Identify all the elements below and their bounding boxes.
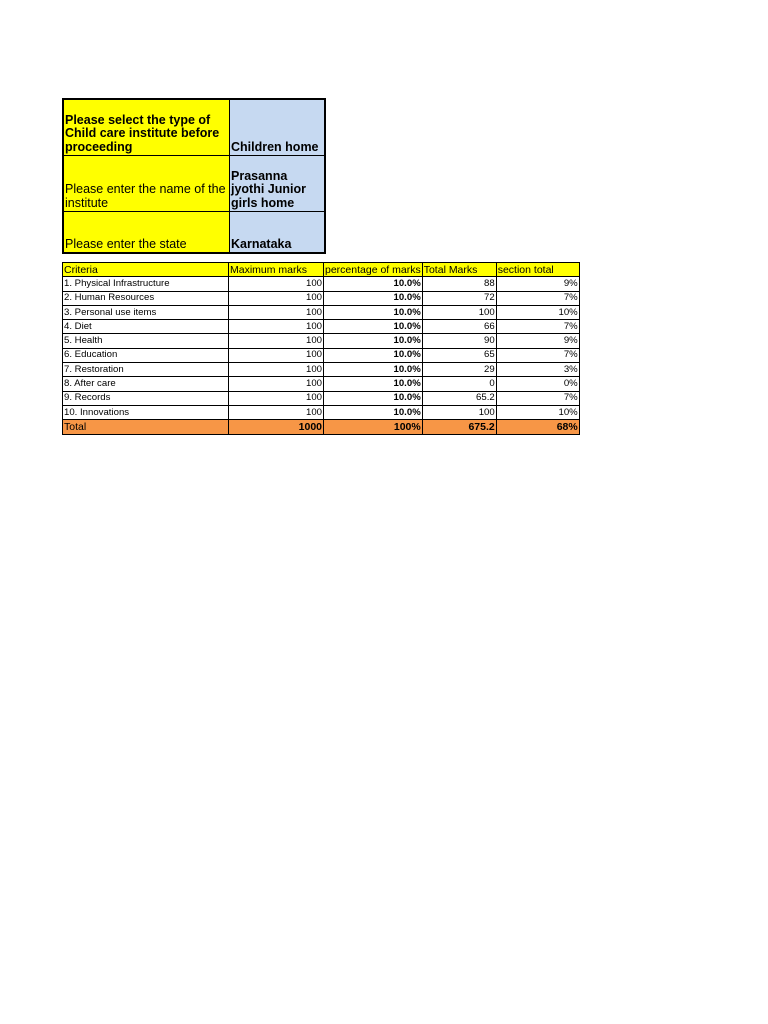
marks-table bbox=[62, 262, 580, 435]
info-row-name bbox=[63, 156, 325, 212]
table-row bbox=[63, 391, 580, 405]
max-marks-cell[interactable]: 100 bbox=[229, 334, 324, 348]
state-answer-cell[interactable]: Karnataka bbox=[230, 212, 326, 254]
total-marks-cell[interactable]: 72 bbox=[422, 291, 496, 305]
name-answer-cell[interactable]: Prasanna jyothi Junior girls home bbox=[230, 156, 326, 212]
total-marks-cell[interactable]: 65 bbox=[422, 348, 496, 362]
table-row bbox=[63, 377, 580, 391]
section-total-cell[interactable]: 9% bbox=[496, 277, 579, 291]
criteria-cell[interactable]: 3. Personal use items bbox=[63, 305, 229, 319]
total-section-total[interactable]: 68% bbox=[496, 420, 579, 434]
max-marks-cell[interactable]: 100 bbox=[229, 377, 324, 391]
max-marks-cell[interactable]: 100 bbox=[229, 391, 324, 405]
info-row-state bbox=[63, 212, 325, 254]
total-row bbox=[63, 420, 580, 434]
table-row bbox=[63, 363, 580, 377]
percentage-cell[interactable]: 10.0% bbox=[324, 363, 423, 377]
section-total-cell[interactable]: 0% bbox=[496, 377, 579, 391]
table-row bbox=[63, 291, 580, 305]
institute-info-table bbox=[62, 98, 326, 254]
percentage-cell[interactable]: 10.0% bbox=[324, 405, 423, 419]
max-marks-cell[interactable]: 100 bbox=[229, 291, 324, 305]
section-total-cell[interactable]: 7% bbox=[496, 348, 579, 362]
criteria-cell[interactable]: 9. Records bbox=[63, 391, 229, 405]
total-marks-cell[interactable]: 90 bbox=[422, 334, 496, 348]
criteria-cell[interactable]: 10. Innovations bbox=[63, 405, 229, 419]
percentage-cell[interactable]: 10.0% bbox=[324, 348, 423, 362]
criteria-cell[interactable]: 6. Education bbox=[63, 348, 229, 362]
state-question-label: Please enter the state bbox=[63, 212, 230, 254]
table-row bbox=[63, 305, 580, 319]
criteria-cell[interactable]: 5. Health bbox=[63, 334, 229, 348]
percentage-cell[interactable]: 10.0% bbox=[324, 291, 423, 305]
marks-header-row bbox=[63, 263, 580, 277]
total-marks-cell[interactable]: 100 bbox=[422, 305, 496, 319]
max-marks-cell[interactable]: 100 bbox=[229, 305, 324, 319]
total-marks-cell[interactable]: 65.2 bbox=[422, 391, 496, 405]
table-row bbox=[63, 334, 580, 348]
info-row-type bbox=[63, 99, 325, 156]
total-label[interactable]: Total bbox=[63, 420, 229, 434]
max-marks-cell[interactable]: 100 bbox=[229, 320, 324, 334]
criteria-cell[interactable]: 8. After care bbox=[63, 377, 229, 391]
criteria-cell[interactable]: 1. Physical Infrastructure bbox=[63, 277, 229, 291]
criteria-cell[interactable]: 4. Diet bbox=[63, 320, 229, 334]
max-marks-cell[interactable]: 100 bbox=[229, 363, 324, 377]
percentage-cell[interactable]: 10.0% bbox=[324, 391, 423, 405]
total-marks-sum[interactable]: 675.2 bbox=[422, 420, 496, 434]
total-marks-cell[interactable]: 66 bbox=[422, 320, 496, 334]
max-marks-cell[interactable]: 100 bbox=[229, 277, 324, 291]
section-total-cell[interactable]: 9% bbox=[496, 334, 579, 348]
section-total-cell[interactable]: 10% bbox=[496, 305, 579, 319]
percentage-cell[interactable]: 10.0% bbox=[324, 305, 423, 319]
total-marks-cell[interactable]: 88 bbox=[422, 277, 496, 291]
total-marks-cell[interactable]: 100 bbox=[422, 405, 496, 419]
table-row bbox=[63, 348, 580, 362]
table-row bbox=[63, 405, 580, 419]
header-maximum-marks: Maximum marks bbox=[229, 263, 324, 277]
percentage-cell[interactable]: 10.0% bbox=[324, 334, 423, 348]
criteria-cell[interactable]: 7. Restoration bbox=[63, 363, 229, 377]
percentage-cell[interactable]: 10.0% bbox=[324, 377, 423, 391]
total-marks-cell[interactable]: 29 bbox=[422, 363, 496, 377]
type-answer-cell[interactable]: Children home bbox=[230, 99, 326, 156]
type-question-label: Please select the type of Child care institute before proceeding bbox=[63, 99, 230, 156]
percentage-cell[interactable]: 10.0% bbox=[324, 277, 423, 291]
section-total-cell[interactable]: 7% bbox=[496, 320, 579, 334]
section-total-cell[interactable]: 7% bbox=[496, 291, 579, 305]
percentage-cell[interactable]: 10.0% bbox=[324, 320, 423, 334]
name-question-label: Please enter the name of the institute bbox=[63, 156, 230, 212]
total-max-marks[interactable]: 1000 bbox=[229, 420, 324, 434]
header-criteria: Criteria bbox=[63, 263, 229, 277]
total-marks-cell[interactable]: 0 bbox=[422, 377, 496, 391]
table-row bbox=[63, 277, 580, 291]
max-marks-cell[interactable]: 100 bbox=[229, 348, 324, 362]
header-total-marks: Total Marks bbox=[422, 263, 496, 277]
max-marks-cell[interactable]: 100 bbox=[229, 405, 324, 419]
section-total-cell[interactable]: 3% bbox=[496, 363, 579, 377]
section-total-cell[interactable]: 7% bbox=[496, 391, 579, 405]
header-percentage: percentage of marks bbox=[325, 263, 421, 276]
criteria-cell[interactable]: 2. Human Resources bbox=[63, 291, 229, 305]
total-percentage[interactable]: 100% bbox=[324, 420, 423, 434]
table-row bbox=[63, 320, 580, 334]
header-section-total: section total bbox=[496, 263, 579, 277]
section-total-cell[interactable]: 10% bbox=[496, 405, 579, 419]
